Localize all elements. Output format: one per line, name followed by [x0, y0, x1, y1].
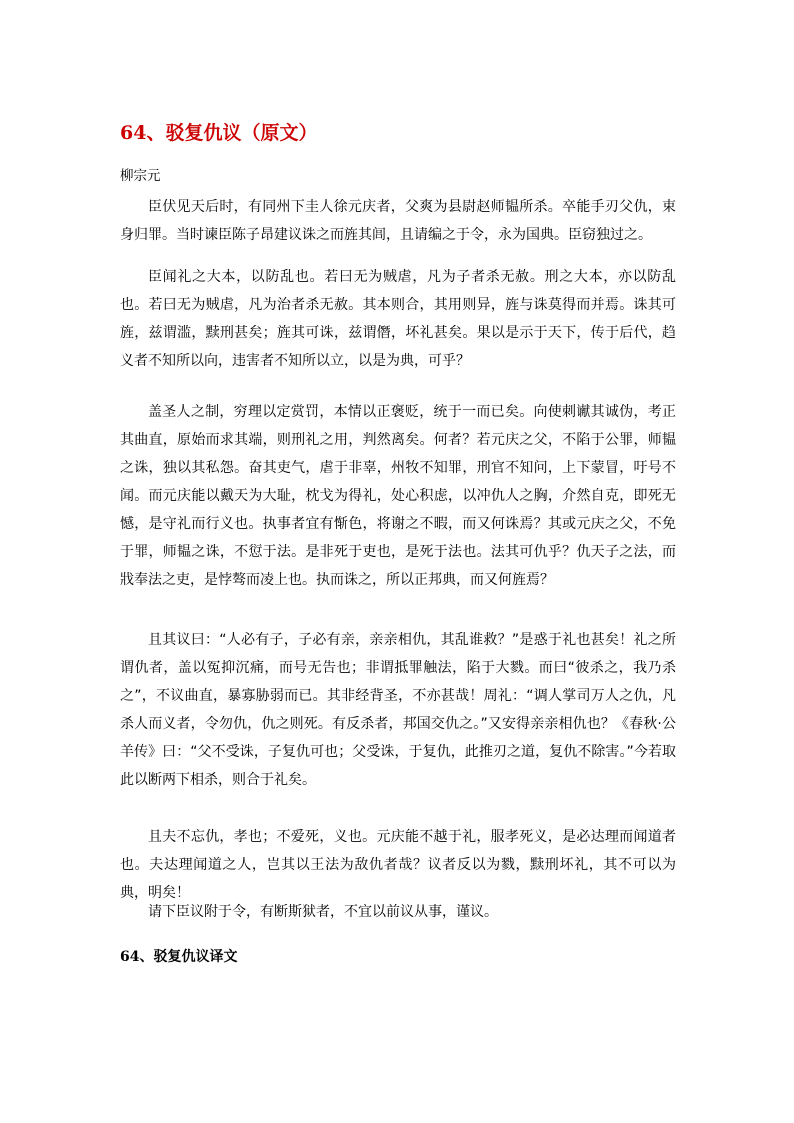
paragraph-4: 且其议曰：“人必有子，子必有亲，亲亲相仇，其乱谁救？”是惑于礼也甚矣！礼之所谓仇者，盖以冤抑沉痛，而号无告也；非谓抵罪触法，陷于大戮。而曰“彼杀之，我乃杀之”，不议曲直，暴寡胁弱而已。其非经背圣，不亦甚哉！周礼：“调人掌司万人之仇，凡杀人而义者，令勿仇，仇之则死。有反杀者，邦国交仇之。”又安得亲亲相仇也？《春秋·公羊传》曰：“父不受诛，子复仇可也；父受诛，于复仇，此推刃之道，复仇不除害。”今若取此以断两下相杀，则合于礼矣。 [120, 632, 676, 788]
paragraph-3: 盖圣人之制，穷理以定赏罚，本情以正褒贬，统于一而已矣。向使刺谳其诚伪，考正其曲直，原始而求其端，则刑礼之用，判然离矣。何者？若元庆之父，不陷于公罪，师韫之诛，独以其私怨。奋其吏气，虐于非辜，州牧不知罪，刑官不知问，上下蒙冒，吁号不闻。而元庆能以戴天为大耻，枕戈为得礼，处心积虑，以冲仇人之胸，介然自克，即死无憾，是守礼而行义也。执事者宜有惭色，将谢之不暇，而又何诛焉？其或元庆之父，不免于罪，师韫之诛，不愆于法。是非死于吏也，是死于法也。法其可仇乎？仇天子之法，而戕奉法之吏，是悖骜而凌上也。执而诛之，所以正邦典，而又何旌焉？ [120, 404, 676, 588]
page-title: 64、驳复仇议（原文） [120, 122, 318, 144]
paragraph-2: 臣闻礼之大本，以防乱也。若曰无为贼虐，凡为子者杀无赦。刑之大本，亦以防乱也。若曰无为贼虐，凡为治者杀无赦。其本则合，其用则异，旌与诛莫得而并焉。诛其可旌，兹谓滥，黩刑甚矣；旌其可诛，兹谓僭，坏礼甚矣。果以是示于天下，传于后代，趋义者不知所以向，违害者不知所以立，以是为典，可乎？ [120, 269, 676, 369]
translation-heading: 64、驳复仇议译文 [120, 949, 238, 965]
author-name: 柳宗元 [120, 168, 161, 184]
paragraph-5: 且夫不忘仇，孝也；不爱死，义也。元庆能不越于礼，服孝死义，是必达理而闻道者也。夫达理闻道之人，岂其以王法为敌仇者哉？议者反以为戮，黩刑坏礼，其不可以为典，明矣！ [120, 829, 676, 901]
paragraph-6: 请下臣议附于令，有断斯狱者，不宜以前议从事，谨议。 [148, 904, 498, 920]
paragraph-1: 臣伏见天后时，有同州下圭人徐元庆者，父爽为县尉赵师韫所杀。卒能手刃父仇，束身归罪。当时谏臣陈子昂建议诛之而旌其闾，且请编之于令，永为国典。臣窃独过之。 [120, 199, 676, 243]
